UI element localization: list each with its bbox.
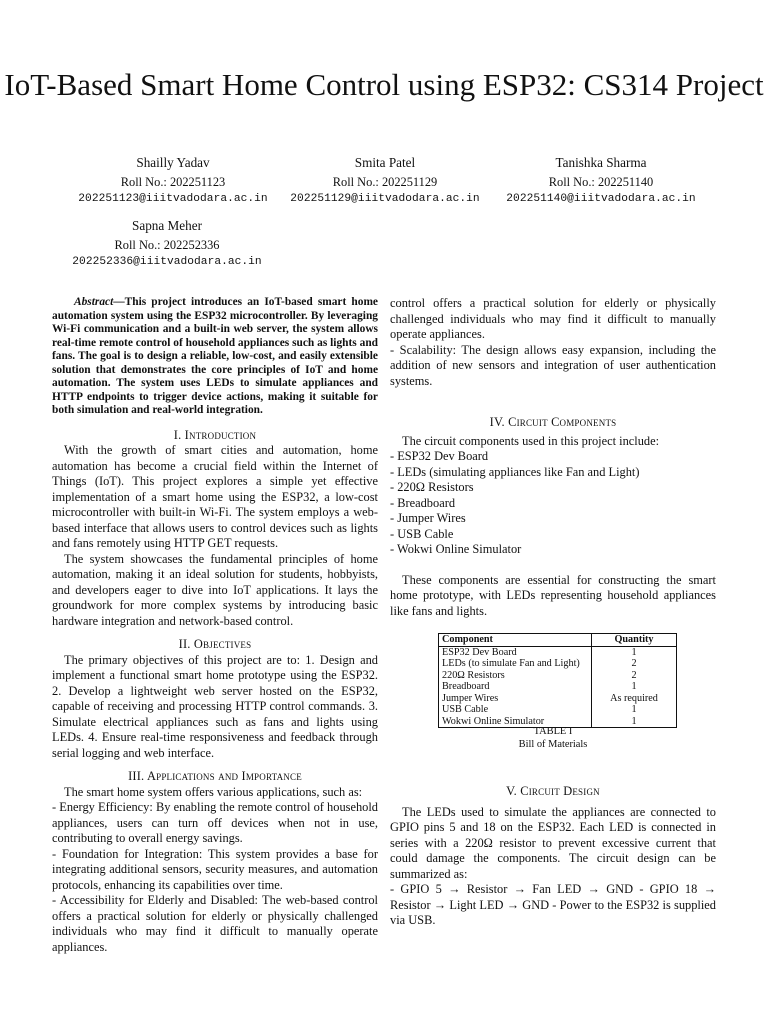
table-header-row	[439, 634, 677, 647]
component-item: - Breadboard	[390, 495, 456, 510]
components-intro: The circuit components used in this project include:	[402, 433, 660, 448]
table-cell: As required	[592, 693, 677, 705]
author-roll: Roll No.: 202252336	[114, 238, 220, 252]
table-cell: LEDs (to simulate Fan and Light)	[439, 658, 592, 670]
abstract-lead: Abstract	[74, 296, 114, 308]
component-item: - USB Cable	[390, 526, 454, 541]
author-block	[486, 155, 716, 207]
table-cell: Wokwi Online Simulator	[439, 716, 592, 728]
table-header-cell: Quantity	[592, 634, 677, 647]
applications-item: - Foundation for Integration: This system provides a base for integrating additional sensors, security measures, and automation protocols, enhancing its capabilities over time.	[52, 846, 378, 892]
author-email: 202252336@iiitvadodara.ac.in	[72, 256, 262, 268]
paper-title: IoT-Based Smart Home Control using ESP32: CS314 Project	[4, 67, 764, 102]
author-name: Smita Patel	[354, 155, 416, 170]
design-paragraph: The LEDs used to simulate the appliances are connected to GPIO pins 5 and 18 on the ESP32. Each LED is connected in series with a 220Ω resistor to prevent excessive current that could damage the components. The circuit design can be summarized as:	[390, 804, 716, 881]
table-row	[439, 704, 677, 716]
section-heading-applications: III. Applications and Importance	[128, 769, 302, 783]
table-cell: 2	[592, 670, 677, 682]
author-email: 202251123@iiitvadodara.ac.in	[78, 193, 268, 205]
section-heading-components: IV. Circuit Components	[489, 415, 617, 429]
table-cell: 1	[592, 704, 677, 716]
table-cell: 220Ω Resistors	[439, 670, 592, 682]
intro-paragraph-2: The system showcases the fundamental principles of home automation, making it an ideal solution for students, hobbyists, and developers eager to dive into IoT applications. It lays the groundwork for more complex systems by introducing basic hardware integration and network-based control.	[52, 551, 378, 628]
table-cell: 2	[592, 658, 677, 670]
component-item: - Jumper Wires	[390, 511, 466, 525]
section-heading-objectives: II. Objectives	[178, 637, 252, 651]
objectives-paragraph: The primary objectives of this project are to: 1. Design and implement a functional smart home prototype using the ESP32. 2. Develop a lightweight web server hosted on the ESP32, capable of receiving and processing HTTP control commands. 3. Simulate electrical appliances such as fans and lights using LEDs. 4. Ensure real-time responsiveness and feedback through serial logging and web interface.	[52, 652, 378, 760]
table-row	[439, 658, 677, 670]
author-block	[58, 155, 288, 207]
applications-item-continued: control offers a practical solution for elderly or physically challenged individuals who may find it difficult to manually operate appliances.	[390, 296, 716, 341]
right-column-lower	[390, 784, 716, 929]
table-caption-label: TABLE I	[533, 726, 573, 737]
author-email: 202251129@iiitvadodara.ac.in	[290, 193, 480, 205]
right-column	[390, 296, 716, 619]
author-roll: Roll No.: 202251140	[548, 175, 654, 189]
component-item: - ESP32 Dev Board	[390, 449, 489, 463]
table-row	[439, 693, 677, 705]
author-name: Sapna Meher	[132, 218, 202, 233]
table-cell: USB Cable	[439, 704, 592, 716]
table-row	[439, 670, 677, 682]
author-block	[270, 155, 500, 207]
author-roll: Roll No.: 202251129	[332, 175, 438, 189]
author-name: Shailly Yadav	[136, 155, 210, 170]
bill-of-materials-table	[438, 633, 677, 728]
applications-item: - Scalability: The design allows easy expansion, including the addition of new sensors and integration of user authentication systems.	[390, 342, 716, 388]
table-cell: ESP32 Dev Board	[439, 646, 592, 658]
author-email: 202251140@iiitvadodara.ac.in	[506, 193, 696, 205]
table-cell: 1	[592, 646, 677, 658]
intro-paragraph-1: With the growth of smart cities and automation, home automation has become a crucial field within the Internet of Things (IoT). This project explores a simple yet effective implementation of a smart home using the ESP32, a low-cost microcontroller with built-in Wi-Fi. The system employs a web-based interface that allows users to control devices such as lights and fans remotely using HTTP GET requests.	[52, 443, 378, 550]
design-connections: - GPIO 5 → Resistor → Fan LED → GND - GPIO 18 → Resistor → Light LED → GND - Power to the ESP32 is supplied via USB.	[390, 882, 716, 927]
table-cell: 1	[592, 716, 677, 728]
component-item: - Wokwi Online Simulator	[390, 542, 522, 556]
abstract-text: —This project introduces an IoT-based smart home automation system using the ESP32 microcontroller. By leveraging Wi-Fi communication and a built-in web server, the system allows real-time remote control of household appliances such as lights and fans. The goal is to design a reliable, low-cost, and easily extensible solution that demonstrates the core principles of IoT and home automation. The system uses LEDs to simulate appliances and HTTP endpoints to trigger device actions, making it suitable for both simulation and real-world integration.	[52, 296, 378, 416]
table-header-cell: Component	[439, 634, 592, 647]
table-cell: Breadboard	[439, 681, 592, 693]
section-heading-introduction: I. Introduction	[173, 427, 257, 442]
component-item: - LEDs (simulating appliances like Fan and Light)	[390, 464, 640, 479]
author-name: Tanishka Sharma	[555, 155, 647, 170]
left-column	[52, 296, 378, 954]
table-caption-title: Bill of Materials	[518, 739, 588, 750]
component-item: - 220Ω Resistors	[390, 480, 474, 494]
table-cell: 1	[592, 681, 677, 693]
section-heading-design: V. Circuit Design	[506, 784, 600, 798]
table-cell: Jumper Wires	[439, 693, 592, 705]
applications-intro: The smart home system offers various applications, such as:	[64, 784, 363, 799]
author-block	[52, 218, 282, 270]
components-paragraph: These components are essential for constructing the smart home prototype, with LEDs representing household appliances like fans and lights.	[390, 572, 716, 618]
author-roll: Roll No.: 202251123	[120, 175, 226, 189]
abstract	[52, 296, 378, 418]
applications-item: - Energy Efficiency: By enabling the remote control of household appliances, users can turn off devices when not in use, contributing to overall energy savings.	[52, 800, 378, 845]
table-row	[439, 646, 677, 658]
table-row	[439, 681, 677, 693]
applications-item: - Accessibility for Elderly and Disabled: The web-based control offers a practical solution for elderly or physically challenged individuals who may find it difficult to manually operate appliances.	[52, 893, 378, 954]
